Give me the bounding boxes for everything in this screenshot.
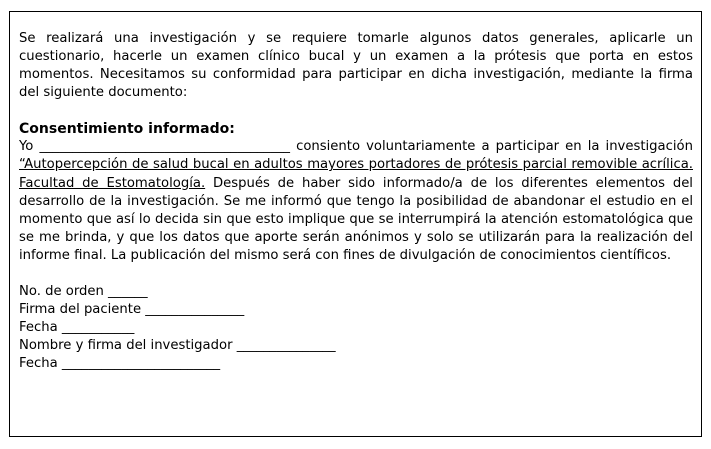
- study-title: “Autopercepción de salud bucal en adultos mayores portadores de prótesis parcial removible acrílica. Facultad de Estomatología.: [19, 157, 693, 191]
- consent-document: [19, 30, 693, 374]
- date-field-1: Fecha ___________: [19, 320, 135, 336]
- intro-paragraph: Se realizará una investigación y se requiere tomarle algunos datos generales, aplicarle un cuestionario, hacerle un examen clínico bucal y un examen a la prótesis que porta en estos momentos. Necesitamos su conformidad para participar en dicha investigación, mediante la firma del siguiente documento:: [19, 31, 693, 101]
- consent-heading: Consentimiento informado:: [19, 121, 235, 138]
- consent-text-part2: Después de haber sido informado/a de los diferentes elementos del desarrollo de la investigación. Se me informó que tengo la posibilidad de abandonar el estudio en el momento que así lo decida sin que esto implique que se interrumpirá la atención estomatológica que se me brinda, y que los datos que aporte serán anónimos y solo se utilizarán para la realización del informe final. La publicación del mismo será con fines de divulgación de conocimientos científicos.: [19, 175, 693, 263]
- consent-paragraph: [19, 138, 693, 265]
- consent-text-part1: consiento voluntariamente a participar en la investigación: [296, 139, 693, 155]
- date-field-2: Fecha ________________________: [19, 356, 221, 372]
- patient-signature-field: Firma del paciente _______________: [19, 302, 245, 318]
- investigator-signature-field: Nombre y firma del investigador _______________: [19, 338, 336, 354]
- name-blank-line: ______________________________________: [39, 139, 291, 155]
- order-number-field: No. de orden ______: [19, 284, 148, 300]
- yo-label: Yo: [19, 139, 34, 155]
